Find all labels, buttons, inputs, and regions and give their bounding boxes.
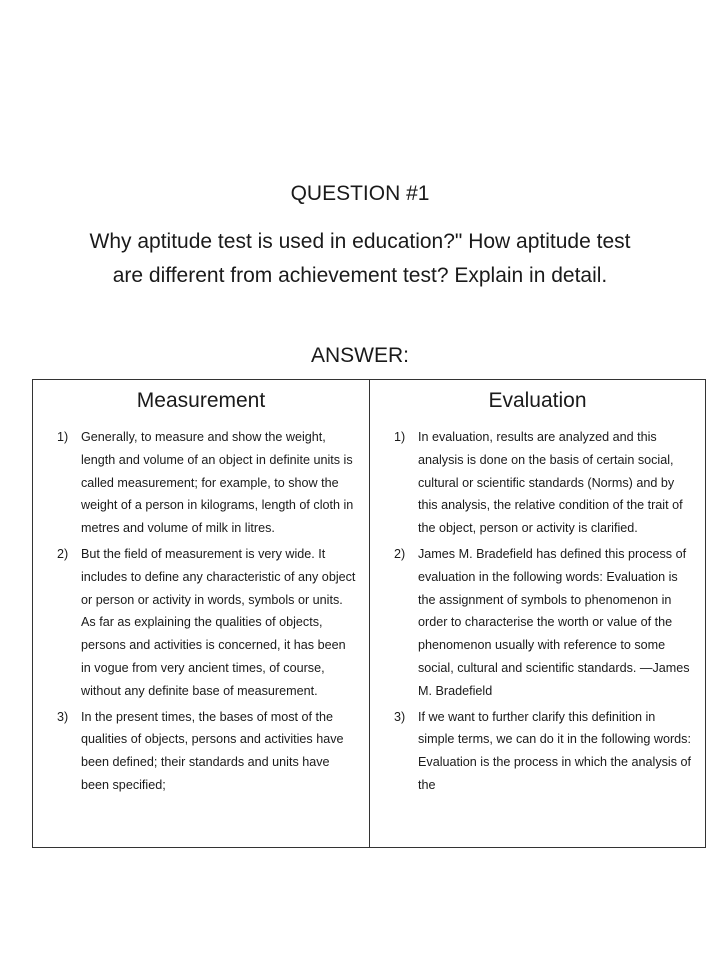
column-heading: Measurement — [136, 389, 266, 412]
list-item — [394, 543, 693, 703]
list-item — [57, 706, 357, 797]
question-title: QUESTION #1 — [290, 182, 430, 205]
item-number: 2) — [394, 546, 406, 561]
question-text: Why aptitude test is used in education?" How aptitude test are different from achievement test? Explain in detail. — [89, 230, 631, 287]
list-item — [394, 426, 693, 540]
comparison-table — [32, 379, 706, 848]
item-text: But the field of measurement is very wide. It includes to define any characteristic of any object or person or activity in words, symbols or units. As far as explaining the qualities of objects, persons and activities is concerned, it has been in vogue from very ancient times, of course, without any definite base of measurement. — [81, 546, 356, 698]
evaluation-list — [370, 426, 705, 797]
item-text: James M. Bradefield has defined this process of evaluation in the following words: Evaluation is the assignment of symbols to phenomenon in order to characterise the worth or value of the phenomenon usually with reference to some social, cultural and scientific standards. —James M. Bradefield — [418, 546, 690, 698]
list-item — [394, 706, 693, 797]
item-number: 3) — [57, 709, 69, 724]
evaluation-column — [369, 380, 705, 847]
column-heading: Evaluation — [488, 389, 587, 412]
measurement-list — [33, 426, 369, 797]
item-number: 1) — [394, 430, 406, 444]
item-text: If we want to further clarify this definition in simple terms, we can do it in the following words: Evaluation is the process in which the analysis of the — [418, 709, 692, 792]
item-text: Generally, to measure and show the weight, length and volume of an object in definite units is called measurement; for example, to show the weight of a person in kilograms, length of cloth in metres and volume of milk in litres. — [81, 430, 354, 536]
item-text: In evaluation, results are analyzed and this analysis is done on the basis of certain social, cultural or scientific standards (Norms) and by this analysis, the relative condition of the trait of the object, person or activity is clarified. — [418, 430, 683, 536]
answer-label: ANSWER: — [310, 344, 409, 367]
item-number: 1) — [57, 430, 69, 444]
measurement-column — [33, 380, 369, 847]
item-number: 3) — [394, 709, 406, 724]
item-number: 2) — [57, 546, 69, 561]
item-text: In the present times, the bases of most of the qualities of objects, persons and activities have been defined; their standards and units have been specified; — [81, 709, 344, 792]
list-item — [57, 426, 357, 540]
list-item — [57, 543, 357, 703]
